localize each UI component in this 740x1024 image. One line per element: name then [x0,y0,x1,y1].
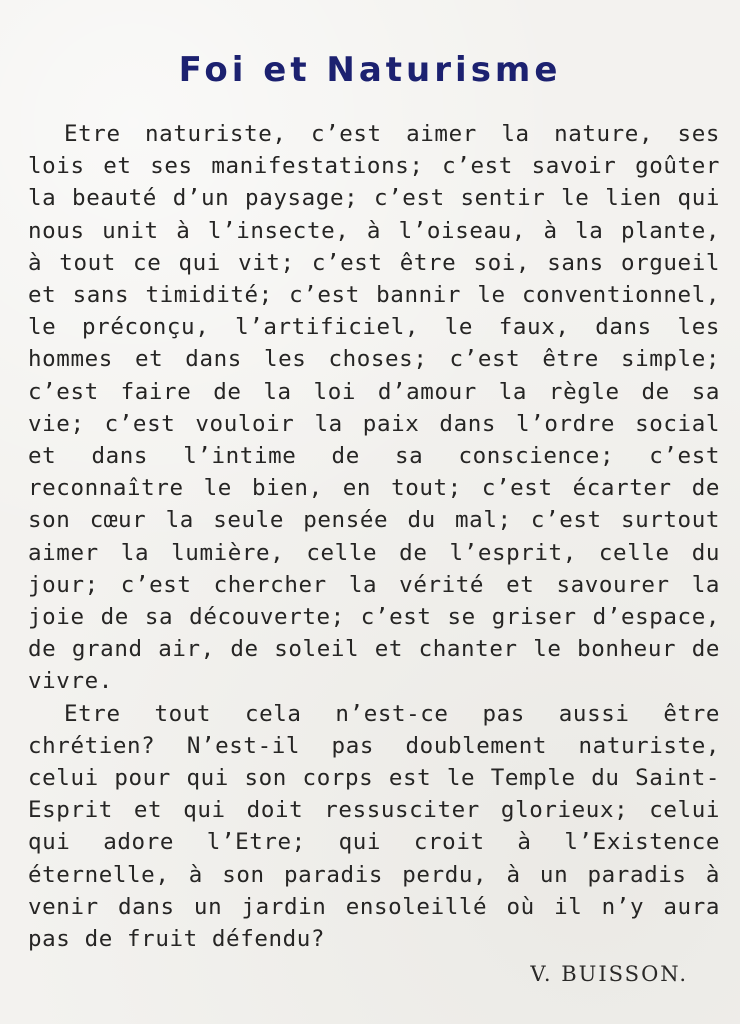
author-signature: V. BUISSON. [530,962,688,986]
article-title: Foi et Naturisme [178,50,562,90]
article-body [28,118,720,955]
paragraph-1: Etre naturiste, c’est aimer la nature, ses lois et ses manifestations; c’est savoir goûter la beauté d’un paysage; c’est sentir le lien qui nous unit à l’insecte, à l’oiseau, à la plante, à tout ce qui vit; c’est être soi, sans orgueil et sans timidité; c’est bannir le conventionnel, le préconçu, l’artificiel, le faux, dans les hommes et dans les choses; c’est être simple; c’est faire de la loi d’amour la règle de sa vie; c’est vouloir la paix dans l’ordre social et dans l’intime de sa conscience; c’est reconnaître le bien, en tout; c’est écarter de son cœur la seule pensée du mal; c’est surtout aimer la lumière, celle de l’esprit, celle du jour; c’est chercher la vérité et savourer la joie de sa découverte; c’est se griser d’espace, de grand air, de soleil et chanter le bonheur de vivre. [28,121,720,695]
paragraph-2: Etre tout cela n’est-ce pas aussi être chrétien? N’est-il pas doublement naturiste, celui pour qui son corps est le Temple du Saint-Esprit et qui doit ressusciter glorieux; celui qui adore l’Etre; qui croit à l’Existence éternelle, à son paradis perdu, à un paradis à venir dans un jardin ensoleillé où il n’y aura pas de fruit défendu? [28,700,720,953]
